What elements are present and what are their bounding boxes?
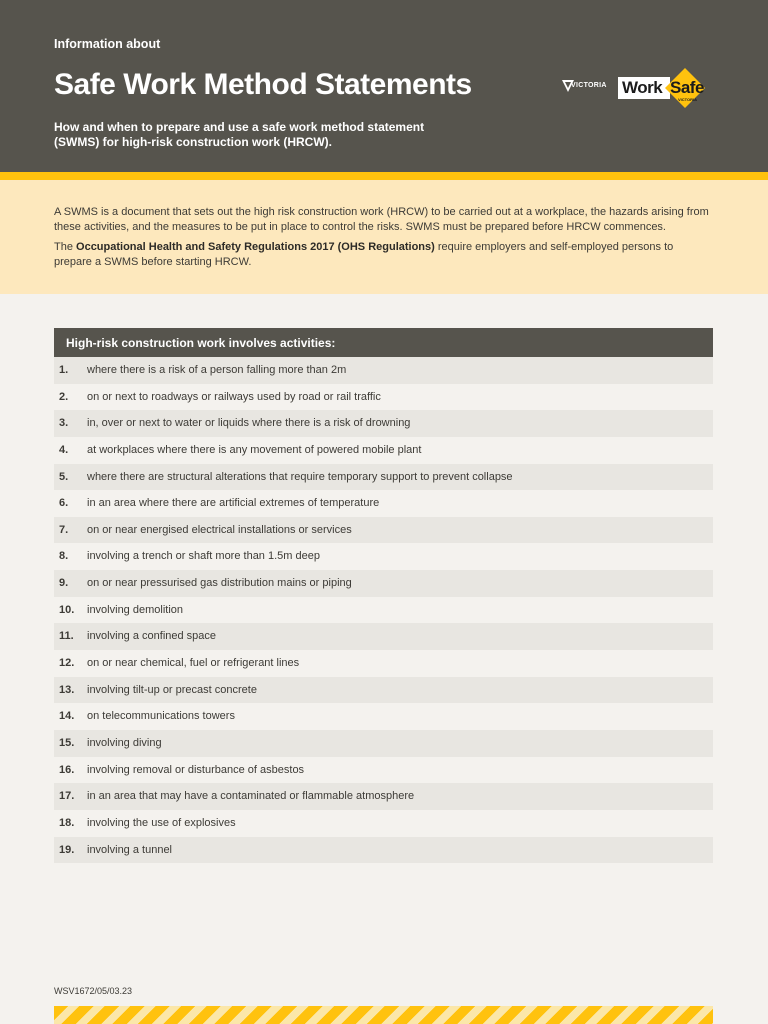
table-row: [54, 384, 713, 411]
row-text: involving diving: [87, 736, 162, 749]
row-text: involving a confined space: [87, 630, 217, 643]
row-number: 16.: [59, 763, 75, 776]
row-number: 10.: [59, 603, 75, 616]
table-row: [54, 410, 713, 437]
row-text: involving a tunnel: [87, 843, 173, 856]
header-accent-bar: [0, 172, 768, 180]
hrcw-table: [54, 328, 713, 863]
page-title: Safe Work Method Statements: [54, 68, 472, 101]
row-number: 11.: [59, 630, 74, 643]
document-code: WSV1672/05/03.23: [54, 986, 133, 996]
row-number: 17.: [59, 790, 75, 803]
table-row: [54, 357, 713, 384]
table-row: [54, 703, 713, 730]
row-text: at workplaces where there is any movement of powered mobile plant: [87, 443, 422, 456]
table-row: [54, 543, 713, 570]
row-text: involving demolition: [87, 603, 183, 616]
row-number: 12.: [59, 657, 75, 670]
row-text: where there is a risk of a person falling more than 2m: [87, 364, 347, 376]
table-row: [54, 783, 713, 810]
intro-p2-prefix: The: [54, 241, 77, 253]
table-row: [54, 837, 713, 864]
row-text: involving tilt-up or precast concrete: [87, 683, 257, 696]
ohs-regulations-link-text: Occupational Health and Safety Regulations 2017 (OHS Regulations): [76, 241, 435, 253]
table-row: [54, 464, 713, 491]
table-row: [54, 730, 713, 757]
row-text: on telecommunications towers: [87, 710, 235, 723]
header-banner: [0, 0, 768, 172]
row-number: 15.: [59, 736, 75, 749]
row-text: involving the use of explosives: [87, 816, 236, 829]
table-row: [54, 810, 713, 837]
row-text: involving a trench or shaft more than 1.5m deep: [87, 550, 320, 563]
eyebrow-text: Information about: [54, 37, 161, 51]
intro-paragraph-2: [54, 240, 714, 270]
row-number: 7.: [59, 523, 69, 536]
table-heading: High-risk construction work involves activities:: [54, 328, 713, 357]
row-number: 2.: [59, 390, 69, 403]
row-number: 3.: [59, 417, 69, 430]
row-number: 9.: [59, 577, 69, 590]
row-number: 19.: [59, 843, 75, 856]
page-subtitle: How and when to prepare and use a safe work method statement (SWMS) for high-risk construction work (HRCW).: [54, 120, 425, 149]
row-number: 4.: [59, 443, 69, 456]
worksafe-work-text: Work: [622, 78, 663, 97]
victoria-logo-text: VICTORIA: [571, 82, 607, 89]
row-number: 5.: [59, 470, 69, 483]
table-row: [54, 623, 713, 650]
row-number: 18.: [59, 816, 75, 829]
table-row: [54, 570, 713, 597]
table-row: [54, 517, 713, 544]
row-text: on or next to roadways or railways used by road or rail traffic: [87, 390, 381, 403]
row-text: where there are structural alterations that require temporary support to prevent collapse: [87, 470, 513, 483]
row-text: on or near chemical, fuel or refrigerant lines: [87, 657, 300, 670]
row-text: involving removal or disturbance of asbestos: [87, 763, 305, 776]
row-text: in an area where there are artificial extremes of temperature: [87, 497, 380, 510]
row-text: in, over or next to water or liquids where there is a risk of drowning: [87, 417, 411, 430]
intro-p2-suffix: require employers and self-employed persons to prepare a SWMS before starting HRCW.: [54, 241, 674, 268]
row-number: 6.: [59, 497, 69, 510]
table-body: [54, 357, 713, 863]
row-number: 13.: [59, 683, 75, 696]
worksafe-logo: [618, 68, 714, 108]
row-text: in an area that may have a contaminated or flammable atmosphere: [87, 790, 415, 803]
table-row: [54, 650, 713, 677]
intro-paragraph-1: A SWMS is a document that sets out the high risk construction work (HRCW) to be carried out at a workplace, the hazards arising from these activities, and the measures to be put in place to control the risks. SWMS must be prepared before HRCW commences.: [54, 206, 709, 233]
hazard-stripe-footer: [54, 1006, 713, 1024]
table-row: [54, 597, 713, 624]
table-row: [54, 437, 713, 464]
row-number: 8.: [59, 550, 69, 563]
row-text: on or near energised electrical installations or services: [87, 523, 352, 536]
table-row: [54, 490, 713, 517]
worksafe-sub-text: VICTORIA: [678, 97, 698, 102]
table-row: [54, 757, 713, 784]
intro-panel: [0, 180, 768, 294]
table-row: [54, 677, 713, 704]
row-number: 14.: [59, 710, 75, 723]
row-number: 1.: [59, 364, 69, 376]
row-text: on or near pressurised gas distribution mains or piping: [87, 577, 352, 590]
worksafe-safe-text: Safe: [670, 78, 704, 97]
